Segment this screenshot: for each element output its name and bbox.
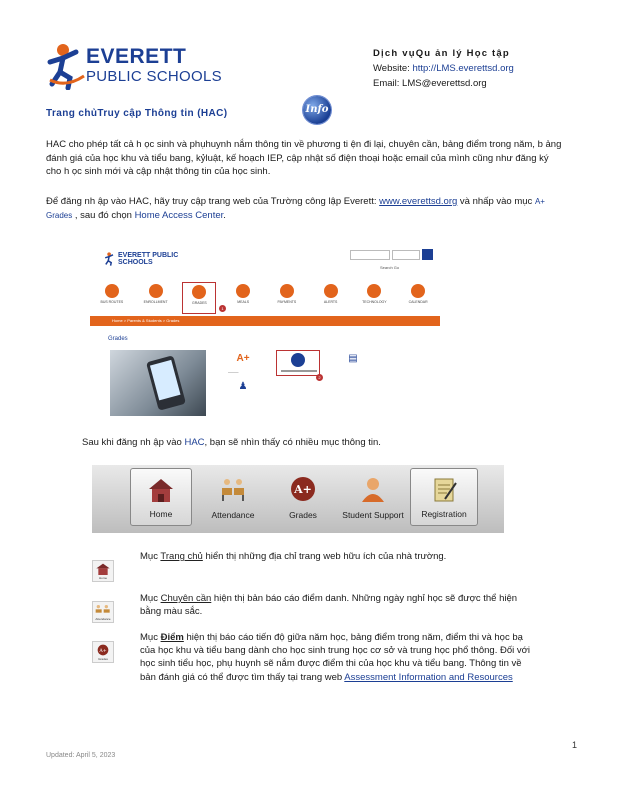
- grades-icon: [93, 643, 113, 657]
- hac-label: HAC: [184, 437, 205, 448]
- login-paragraph: [46, 195, 566, 222]
- site-nav-payments[interactable]: [270, 282, 304, 314]
- breadcrumb: Home > Parents & Students > Grades: [112, 318, 180, 323]
- district-website-link[interactable]: www.everettsd.org: [379, 196, 458, 207]
- login-text-1: Để đăng nh ập vào HAC, hãy truy cập trang web của Trường công lập Everett:: [46, 196, 380, 207]
- icon-caption: Attendance: [95, 617, 111, 621]
- grades-label: A+ Grades: [46, 197, 545, 220]
- item-label-grades: Điểm: [160, 632, 184, 643]
- site-toplinks: Search Go: [380, 265, 400, 270]
- nav-label: CALENDAR: [408, 300, 428, 304]
- after-login-1: Sau khi đăng nh ập vào: [82, 437, 185, 448]
- grades-icon: [288, 474, 318, 504]
- tab-student-support[interactable]: [338, 468, 408, 526]
- item-label-home: Trang chủ: [160, 551, 203, 562]
- runner-logo-icon: [104, 250, 116, 268]
- item-label-attendance: Chuyên cần: [160, 593, 212, 604]
- home-access-label: Home Access Center: [134, 209, 224, 221]
- site-go-field[interactable]: [392, 250, 420, 260]
- after-login-text: [82, 437, 381, 448]
- assessment-link[interactable]: Assessment Information and Resources: [344, 671, 513, 683]
- svg-text:A+: A+: [294, 483, 312, 496]
- contact-block: [373, 46, 514, 91]
- grades-heading: Grades: [108, 336, 128, 342]
- house-icon: [93, 562, 113, 576]
- nav-label: PAYMENTS: [277, 300, 297, 304]
- registration-icon: [429, 475, 459, 505]
- runner-logo-icon: [46, 42, 86, 90]
- marker-1: 1: [219, 305, 226, 312]
- page-title: Trang chủTruy cập Thông tin (HAC): [46, 108, 228, 119]
- item-desc: hiện thị báo cáo tiến độ giữa năm học, bảng điểm trong năm, điểm thi và học bạ của học khu và tiểu bang dành cho học sinh trung học cơ sở và trung học phổ thông. Đối với học sinh tiểu học, phụ huynh sẽ nắm được điểm thi của học khu và tiểu bang. Thông tin về bản đánh giá có thể được tìm thấy tại trang web: [140, 632, 530, 683]
- site-search-input[interactable]: [350, 250, 390, 260]
- tile-label: ———: [228, 370, 239, 374]
- item-attendance: [140, 592, 535, 618]
- website-screenshot: [90, 240, 440, 430]
- website-line: [373, 61, 514, 76]
- breadcrumb-bar: [90, 316, 440, 326]
- service-title: Dịch vụQu ản lý Học tập: [373, 48, 510, 59]
- icon-caption: Grades: [98, 657, 108, 661]
- tab-attendance[interactable]: [200, 468, 266, 526]
- home-access-center-tile[interactable]: [276, 350, 320, 376]
- nav-label: TECHNOLOGY: [362, 300, 387, 304]
- tab-label: Student Support: [342, 510, 404, 520]
- tab-label: Registration: [421, 509, 467, 519]
- tab-label: Grades: [289, 510, 317, 520]
- hac-icon: [291, 353, 305, 367]
- document-tile-icon[interactable]: ▤: [348, 353, 358, 364]
- item-prefix: Mục: [140, 551, 161, 562]
- item-grades: [140, 631, 535, 684]
- email-address: LMS@everettsd.org: [402, 78, 487, 89]
- tab-registration[interactable]: [410, 468, 478, 526]
- info-icon: Info: [303, 96, 331, 124]
- site-nav-meals[interactable]: [226, 282, 260, 314]
- after-login-2: , bạn sẽ nhìn thấy có nhiều mục thông tin.: [204, 437, 381, 448]
- website-link[interactable]: http://LMS.everettsd.org: [412, 63, 514, 74]
- nav-label: ENROLLMENT: [143, 300, 168, 304]
- site-logo: [104, 248, 194, 272]
- site-logo-text: EVERETT PUBLIC SCHOOLS: [118, 252, 179, 266]
- tab-label: Attendance: [211, 510, 255, 520]
- marker-2: 2: [316, 374, 323, 381]
- intro-paragraph: HAC cho phép tất cả h ọc sinh và phụhuynh nắm thông tin về phương ti ện đi lại, chuyên cần, bảng điểm trong năm, b ảng đánh giá của học khu và tiểu bang, kỷluật, kế hoạch IEP, cập nhật số điện thoại hoặc email của mình cũng như đăng ký cho h ọc sinh mới và cập nhật thông tin của học sinh.: [46, 139, 562, 177]
- item-prefix: Mục: [140, 632, 161, 643]
- site-nav-calendar[interactable]: [401, 282, 435, 314]
- attendance-icon: [218, 474, 248, 504]
- item-prefix: Mục: [140, 593, 161, 604]
- email-label: Email:: [373, 78, 400, 89]
- nav-label: GRADES: [191, 301, 207, 305]
- student-support-icon: [358, 474, 388, 504]
- nav-label: BUS ROUTES: [100, 300, 124, 304]
- website-label: Website:: [373, 63, 410, 74]
- site-nav-grades[interactable]: [182, 282, 216, 314]
- grades-tile-icon[interactable]: A+: [236, 353, 250, 364]
- site-nav-bus[interactable]: [95, 282, 129, 314]
- site-nav-alerts[interactable]: [314, 282, 348, 314]
- hac-caption-line: [281, 370, 317, 372]
- login-text-3: , sau đó chọn: [72, 209, 135, 221]
- item-desc: hiển thị những địa chỉ trang web hữu ích của nhà trường.: [202, 551, 447, 562]
- site-nav-enrollment[interactable]: [139, 282, 173, 314]
- page-number: 1: [572, 740, 578, 750]
- hac-nav-strip: [92, 465, 504, 533]
- updated-date: Updated: April 5, 2023: [46, 752, 116, 759]
- email-line: [373, 76, 514, 91]
- site-nav: [90, 282, 440, 314]
- nav-label: ALERTS: [323, 300, 338, 304]
- logo-line1: EVERETT: [86, 45, 187, 68]
- site-nav-technology[interactable]: [357, 282, 391, 314]
- icon-caption: Home: [98, 576, 107, 580]
- svg-text:A+: A+: [99, 649, 107, 654]
- item-desc: hiện thị bản báo cáo điểm danh. Những ngày nghỉ học sẽ được thể hiện bằng màu sắc.: [140, 593, 518, 618]
- tab-home[interactable]: [130, 468, 192, 526]
- attendance-icon: [93, 603, 113, 617]
- item-home: [140, 550, 535, 563]
- search-icon[interactable]: [422, 249, 433, 260]
- district-logo: [46, 42, 236, 92]
- house-icon: [146, 475, 176, 505]
- attendance-small-icon: [92, 601, 114, 623]
- login-text-2: và nhấp vào mục: [457, 196, 535, 207]
- tab-grades[interactable]: [274, 468, 332, 526]
- phone-photo: [110, 350, 206, 416]
- nav-label: MEALS: [237, 300, 250, 304]
- logo-line2: PUBLIC SCHOOLS: [86, 68, 222, 85]
- home-small-icon: [92, 560, 114, 582]
- person-tile-icon[interactable]: ♟: [238, 381, 248, 392]
- tab-label: Home: [149, 509, 173, 519]
- login-text-4: .: [223, 209, 226, 221]
- grades-small-icon: [92, 641, 114, 663]
